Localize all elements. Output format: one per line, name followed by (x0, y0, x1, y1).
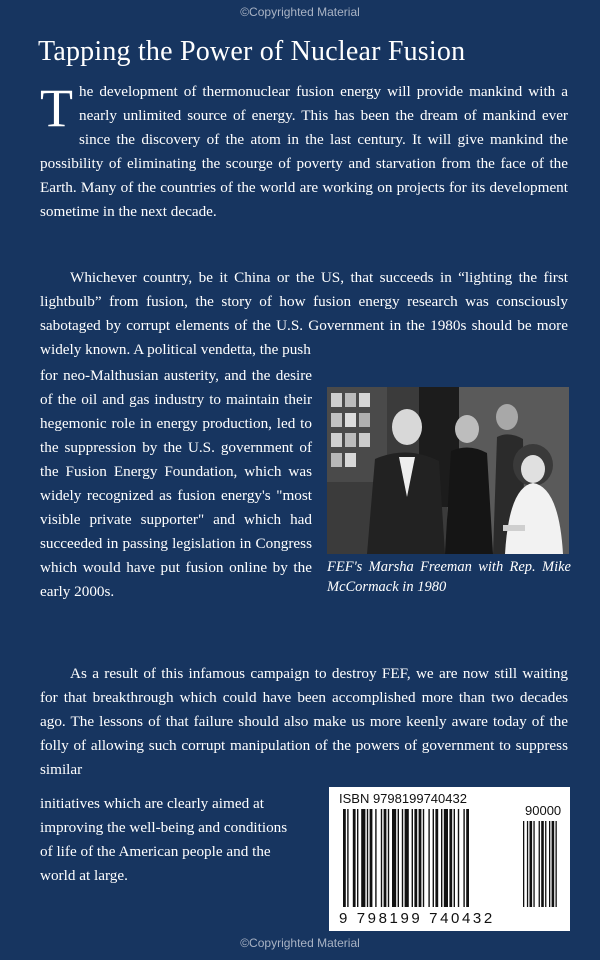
copyright-watermark-bottom: ©Copyrighted Material (240, 936, 360, 950)
barcode-bar (381, 809, 382, 907)
paragraph-suppression: for neo-Malthusian austerity, and the desire of the oil and gas industry to maintain their hegemonic role in energy production, led to the suppression by the U.S. government of the Fusion Energy Foundation, which was widely recognized as fusion energy's "most visible private supporter" and which had succeeded in passing legislation in Congress which would have put fusion online by the early 2000s. (40, 367, 312, 600)
barcode-bar (449, 809, 452, 907)
intro-paragraph-text: he development of thermonuclear fusion energy will provide mankind with a nearly unlimited source of energy. This has been the dream of mankind ever since the discovery of the atom in the last century. It will give mankind the possibility of eliminating the scourge of poverty and starvation from the face of the Earth. Many of the countries of the world are working on projects for its development sometime in the next decade. (40, 83, 568, 220)
barcode-bar (428, 809, 429, 907)
isbn-label: ISBN 9798199740432 (339, 791, 467, 806)
barcode-bar (444, 809, 448, 907)
photo-caption: FEF's Marsha Freeman with Rep. Mike McCormack in 1980 (327, 559, 571, 595)
isbn-digits: 9 798199 740432 (339, 910, 495, 927)
barcode-bar (414, 809, 417, 907)
paragraph-initiatives: initiatives which are clearly aimed at improving the well-being and conditions of life of the American people and the world at large. (40, 795, 288, 884)
barcode-bar (458, 809, 459, 907)
addon-bar (530, 821, 533, 907)
addon-bar (556, 821, 557, 907)
barcode-bar (402, 809, 403, 907)
barcode-bar (398, 809, 399, 907)
barcode-bar (463, 809, 464, 907)
isbn-barcode (329, 787, 570, 931)
addon-bar (541, 821, 544, 907)
barcode-bar (375, 809, 376, 907)
paragraph-campaign: As a result of this infamous campaign to destroy FEF, we are now still waiting for that breakthrough which could have been accomplished more than two decades ago. The lessons of that failure should also make us more keenly aware today of the folly of allowing such corrupt manipulation of the powers of government to suppress similar (40, 665, 568, 778)
addon-bar (527, 821, 528, 907)
barcode-bar (454, 809, 455, 907)
photo-illustration (327, 387, 569, 554)
addon-bar (523, 821, 524, 907)
addon-bar (533, 821, 534, 907)
barcode-bar (405, 809, 409, 907)
copyright-watermark-top: ©Copyrighted Material (240, 5, 360, 19)
addon-bar (549, 821, 550, 907)
drop-cap: T (40, 78, 73, 138)
barcode-bar (435, 809, 438, 907)
barcode-bar (423, 809, 424, 907)
barcode-bar (367, 809, 368, 907)
addon-bar (545, 821, 546, 907)
barcode-bar (347, 809, 348, 907)
barcode-bar (357, 809, 358, 907)
barcode-bar (466, 809, 469, 907)
barcode-bar (412, 809, 413, 907)
addon-bar (552, 821, 555, 907)
barcode-bar (441, 809, 442, 907)
barcode-bar (419, 809, 422, 907)
barcode-bar (370, 809, 373, 907)
price-code: 90000 (525, 803, 562, 818)
fef-photo (327, 387, 569, 554)
paragraph-sabotage: Whichever country, be it China or the US, that succeeds in “lighting the first lightbulb” from fusion, the story of how fusion energy research was consciously sabotaged by corrupt elements of the U.S. Government in the 1980s should be more widely known. A political vendetta, the push (40, 269, 568, 358)
page-title: Tapping the Power of Nuclear Fusion (38, 36, 466, 67)
barcode-bar (433, 809, 434, 907)
barcode-bar (361, 809, 365, 907)
addon-bar (539, 821, 540, 907)
barcode-bar (353, 809, 356, 907)
barcode-bar (392, 809, 396, 907)
barcode-bar (388, 809, 389, 907)
barcode-bar (343, 809, 346, 907)
barcode-bar (384, 809, 387, 907)
intro-paragraph (40, 80, 568, 224)
